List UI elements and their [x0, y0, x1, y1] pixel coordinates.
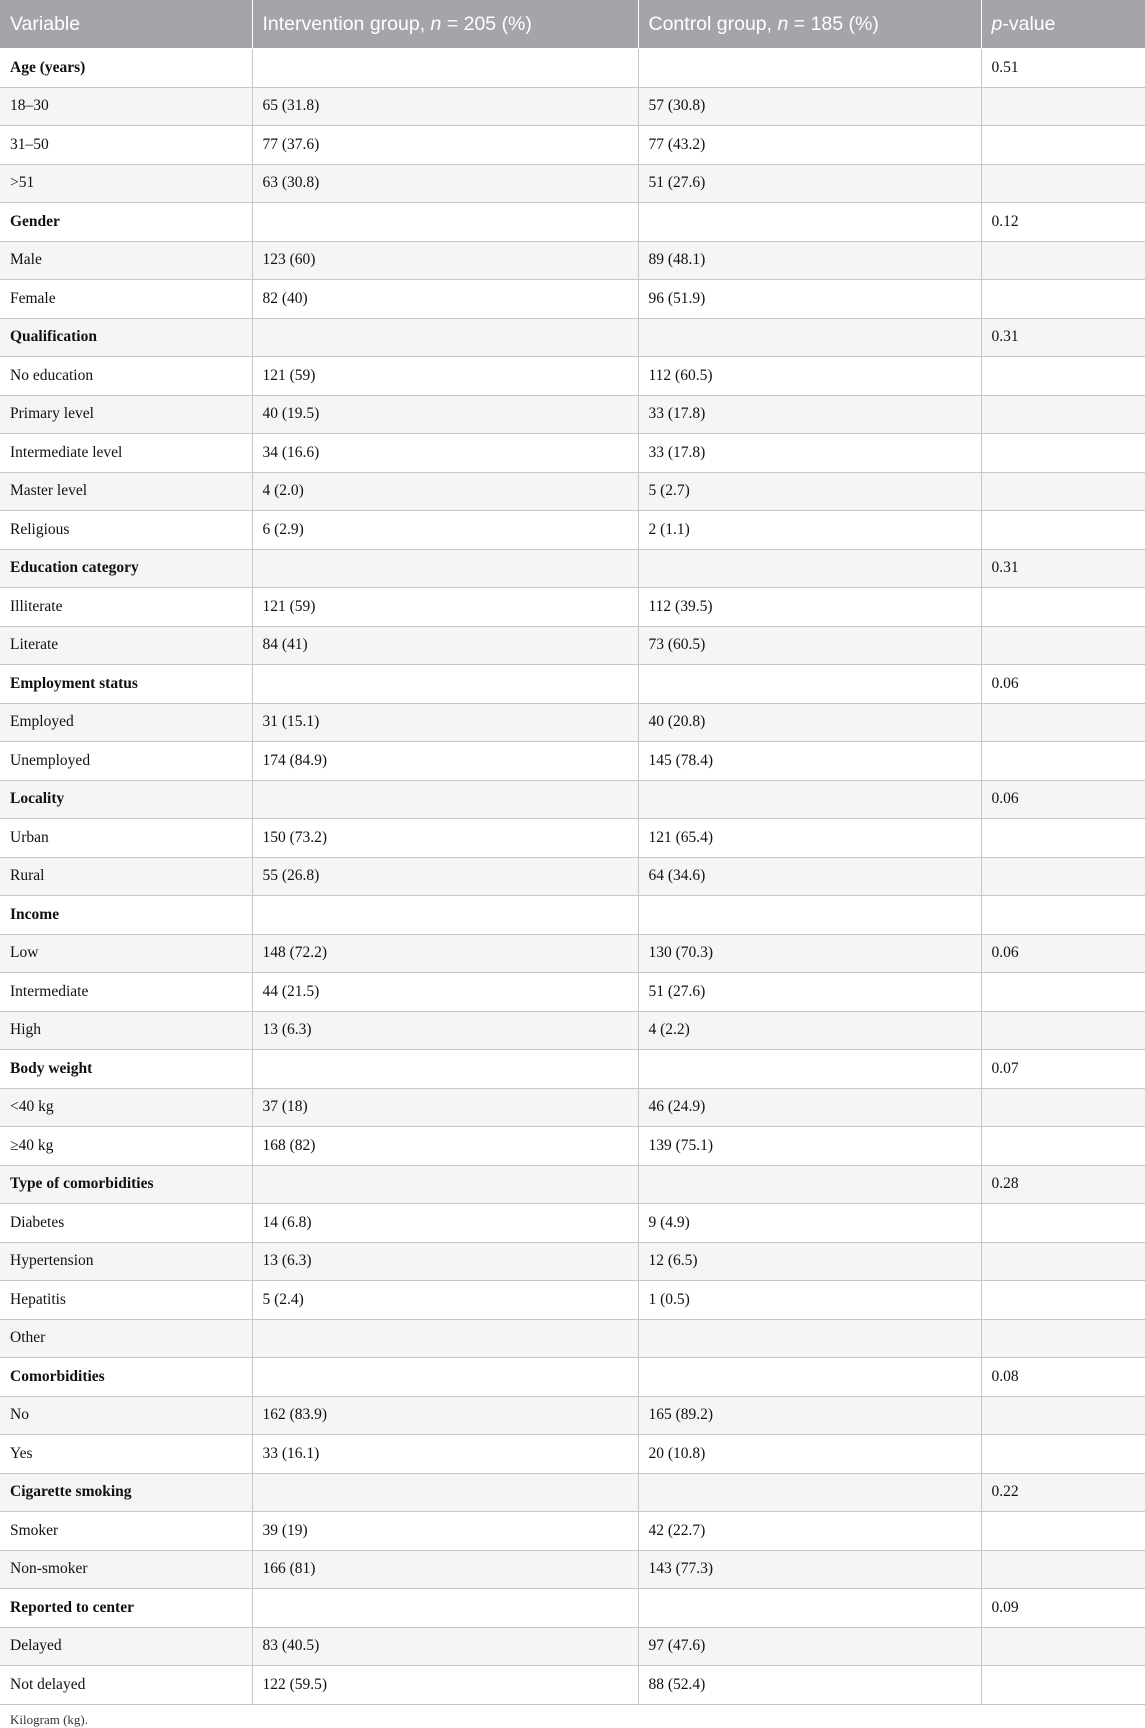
cell-variable: Income	[0, 896, 252, 935]
cell-control: 165 (89.2)	[638, 1396, 981, 1435]
cell-control: 130 (70.3)	[638, 934, 981, 973]
table-row	[0, 472, 1145, 511]
table-row	[0, 819, 1145, 858]
table-row	[0, 395, 1145, 434]
cell-control: 33 (17.8)	[638, 395, 981, 434]
cell-variable: Urban	[0, 819, 252, 858]
cell-control: 51 (27.6)	[638, 973, 981, 1012]
header-control-prefix: Control group,	[648, 12, 778, 35]
table-section-row	[0, 203, 1145, 242]
cell-control: 40 (20.8)	[638, 703, 981, 742]
table-row	[0, 1281, 1145, 1320]
cell-p-value	[981, 434, 1145, 473]
table-section-row	[0, 780, 1145, 819]
cell-variable: Diabetes	[0, 1204, 252, 1243]
cell-control: 5 (2.7)	[638, 472, 981, 511]
header-variable	[0, 0, 252, 49]
cell-p-value	[981, 1242, 1145, 1281]
cell-p-value	[981, 819, 1145, 858]
header-row	[0, 0, 1145, 49]
cell-variable: Rural	[0, 857, 252, 896]
header-intervention-n: n	[430, 12, 442, 35]
header-control-n: n	[777, 12, 789, 35]
cell-p-value	[981, 1011, 1145, 1050]
cell-intervention: 14 (6.8)	[252, 1204, 638, 1243]
cell-intervention	[252, 665, 638, 704]
cell-p-value	[981, 896, 1145, 935]
cell-control: 9 (4.9)	[638, 1204, 981, 1243]
cell-control: 2 (1.1)	[638, 511, 981, 550]
cell-variable: Low	[0, 934, 252, 973]
cell-intervention: 65 (31.8)	[252, 87, 638, 126]
cell-control: 73 (60.5)	[638, 626, 981, 665]
cell-intervention	[252, 1358, 638, 1397]
cell-p-value	[981, 1627, 1145, 1666]
cell-control: 12 (6.5)	[638, 1242, 981, 1281]
cell-p-value	[981, 1088, 1145, 1127]
header-p-suffix: -value	[1002, 12, 1056, 35]
cell-variable: Primary level	[0, 395, 252, 434]
cell-intervention: 5 (2.4)	[252, 1281, 638, 1320]
cell-control: 46 (24.9)	[638, 1088, 981, 1127]
cell-intervention	[252, 780, 638, 819]
cell-control: 112 (60.5)	[638, 357, 981, 396]
cell-intervention: 122 (59.5)	[252, 1666, 638, 1705]
header-p-value	[981, 0, 1145, 49]
cell-variable: Education category	[0, 549, 252, 588]
cell-p-value	[981, 1666, 1145, 1705]
table-section-row	[0, 549, 1145, 588]
cell-intervention: 44 (21.5)	[252, 973, 638, 1012]
cell-variable: Gender	[0, 203, 252, 242]
cell-variable: Cigarette smoking	[0, 1473, 252, 1512]
cell-intervention: 150 (73.2)	[252, 819, 638, 858]
cell-control: 4 (2.2)	[638, 1011, 981, 1050]
cell-variable: Intermediate level	[0, 434, 252, 473]
table-section-row	[0, 1473, 1145, 1512]
cell-intervention: 4 (2.0)	[252, 472, 638, 511]
cell-control	[638, 665, 981, 704]
cell-variable: Employment status	[0, 665, 252, 704]
cell-intervention	[252, 896, 638, 935]
cell-p-value	[981, 280, 1145, 319]
cell-p-value	[981, 588, 1145, 627]
cell-intervention: 121 (59)	[252, 357, 638, 396]
cell-intervention: 13 (6.3)	[252, 1011, 638, 1050]
cell-p-value: 0.06	[981, 665, 1145, 704]
table-row	[0, 1088, 1145, 1127]
cell-control: 112 (39.5)	[638, 588, 981, 627]
cell-variable: ≥40 kg	[0, 1127, 252, 1166]
cell-p-value: 0.51	[981, 49, 1145, 88]
cell-control: 139 (75.1)	[638, 1127, 981, 1166]
table-row	[0, 857, 1145, 896]
table-row	[0, 1512, 1145, 1551]
cell-intervention	[252, 549, 638, 588]
cell-p-value	[981, 1127, 1145, 1166]
cell-control	[638, 1165, 981, 1204]
cell-control: 20 (10.8)	[638, 1435, 981, 1474]
table-section-row	[0, 1050, 1145, 1089]
cell-variable: High	[0, 1011, 252, 1050]
cell-control: 77 (43.2)	[638, 126, 981, 165]
table-row	[0, 1011, 1145, 1050]
cell-p-value: 0.28	[981, 1165, 1145, 1204]
cell-control	[638, 49, 981, 88]
cell-intervention: 6 (2.9)	[252, 511, 638, 550]
cell-variable: Not delayed	[0, 1666, 252, 1705]
cell-intervention: 63 (30.8)	[252, 164, 638, 203]
cell-variable: Qualification	[0, 318, 252, 357]
cell-variable: Locality	[0, 780, 252, 819]
cell-intervention: 162 (83.9)	[252, 1396, 638, 1435]
table-row	[0, 1204, 1145, 1243]
cell-variable: Employed	[0, 703, 252, 742]
cell-p-value	[981, 1281, 1145, 1320]
cell-p-value: 0.08	[981, 1358, 1145, 1397]
table-row	[0, 1435, 1145, 1474]
table-section-row	[0, 665, 1145, 704]
cell-intervention: 40 (19.5)	[252, 395, 638, 434]
cell-variable: Age (years)	[0, 49, 252, 88]
cell-control	[638, 318, 981, 357]
cell-intervention: 166 (81)	[252, 1550, 638, 1589]
header-variable-label: Variable	[10, 12, 81, 35]
table-row	[0, 1319, 1145, 1358]
cell-control: 57 (30.8)	[638, 87, 981, 126]
table-section-row	[0, 896, 1145, 935]
cell-p-value	[981, 241, 1145, 280]
cell-variable: <40 kg	[0, 1088, 252, 1127]
cell-intervention	[252, 318, 638, 357]
cell-p-value	[981, 87, 1145, 126]
header-p-italic: p	[991, 12, 1003, 35]
header-control	[638, 0, 981, 49]
cell-variable: Hypertension	[0, 1242, 252, 1281]
cell-variable: Body weight	[0, 1050, 252, 1089]
cell-variable: Intermediate	[0, 973, 252, 1012]
cell-intervention: 39 (19)	[252, 1512, 638, 1551]
cell-intervention	[252, 1589, 638, 1628]
cell-variable: Type of comorbidities	[0, 1165, 252, 1204]
cell-p-value: 0.31	[981, 549, 1145, 588]
cell-intervention: 121 (59)	[252, 588, 638, 627]
cell-control: 51 (27.6)	[638, 164, 981, 203]
cell-variable: >51	[0, 164, 252, 203]
cell-control	[638, 549, 981, 588]
cell-variable: Illiterate	[0, 588, 252, 627]
cell-control: 88 (52.4)	[638, 1666, 981, 1705]
table-section-row	[0, 1165, 1145, 1204]
cell-intervention: 148 (72.2)	[252, 934, 638, 973]
cell-intervention: 31 (15.1)	[252, 703, 638, 742]
cell-control: 96 (51.9)	[638, 280, 981, 319]
cell-intervention	[252, 1050, 638, 1089]
cell-variable: Religious	[0, 511, 252, 550]
table-row	[0, 973, 1145, 1012]
cell-p-value: 0.07	[981, 1050, 1145, 1089]
cell-p-value	[981, 973, 1145, 1012]
table-row	[0, 87, 1145, 126]
table-row	[0, 511, 1145, 550]
cell-variable: Hepatitis	[0, 1281, 252, 1320]
cell-variable: No	[0, 1396, 252, 1435]
cell-variable: Male	[0, 241, 252, 280]
cell-control	[638, 203, 981, 242]
cell-variable: 31–50	[0, 126, 252, 165]
cell-control: 64 (34.6)	[638, 857, 981, 896]
cell-p-value	[981, 1319, 1145, 1358]
cell-variable: Smoker	[0, 1512, 252, 1551]
table-row	[0, 1242, 1145, 1281]
cell-intervention	[252, 49, 638, 88]
cell-p-value	[981, 1435, 1145, 1474]
table-row	[0, 934, 1145, 973]
cell-control: 1 (0.5)	[638, 1281, 981, 1320]
cell-intervention	[252, 1165, 638, 1204]
cell-variable: Master level	[0, 472, 252, 511]
table-section-row	[0, 1589, 1145, 1628]
header-control-suffix: = 185 (%)	[788, 12, 879, 35]
table-row	[0, 1627, 1145, 1666]
table-body	[0, 49, 1145, 1705]
table-row	[0, 434, 1145, 473]
cell-variable: Delayed	[0, 1627, 252, 1666]
cell-p-value	[981, 126, 1145, 165]
cell-p-value: 0.06	[981, 934, 1145, 973]
cell-p-value	[981, 1550, 1145, 1589]
table-section-row	[0, 318, 1145, 357]
cell-p-value	[981, 472, 1145, 511]
cell-intervention: 34 (16.6)	[252, 434, 638, 473]
cell-intervention: 174 (84.9)	[252, 742, 638, 781]
cell-variable: Comorbidities	[0, 1358, 252, 1397]
cell-variable: Other	[0, 1319, 252, 1358]
cell-control	[638, 896, 981, 935]
cell-variable: Unemployed	[0, 742, 252, 781]
table-header	[0, 0, 1145, 49]
cell-p-value	[981, 742, 1145, 781]
cell-intervention: 55 (26.8)	[252, 857, 638, 896]
cell-intervention: 84 (41)	[252, 626, 638, 665]
cell-p-value	[981, 357, 1145, 396]
cell-intervention: 123 (60)	[252, 241, 638, 280]
cell-p-value: 0.09	[981, 1589, 1145, 1628]
cell-variable: Literate	[0, 626, 252, 665]
cell-intervention	[252, 203, 638, 242]
table-row	[0, 241, 1145, 280]
cell-control: 121 (65.4)	[638, 819, 981, 858]
cell-control: 89 (48.1)	[638, 241, 981, 280]
table-row	[0, 742, 1145, 781]
cell-variable: 18–30	[0, 87, 252, 126]
cell-p-value	[981, 1396, 1145, 1435]
table-row	[0, 357, 1145, 396]
cell-control: 33 (17.8)	[638, 434, 981, 473]
table-row	[0, 588, 1145, 627]
table-row	[0, 1127, 1145, 1166]
table-row	[0, 1666, 1145, 1705]
cell-p-value	[981, 626, 1145, 665]
cell-variable: Female	[0, 280, 252, 319]
cell-control: 97 (47.6)	[638, 1627, 981, 1666]
cell-control: 42 (22.7)	[638, 1512, 981, 1551]
table-row	[0, 626, 1145, 665]
cell-p-value	[981, 511, 1145, 550]
cell-control	[638, 1473, 981, 1512]
table-row	[0, 164, 1145, 203]
table-row	[0, 703, 1145, 742]
cell-variable: No education	[0, 357, 252, 396]
cell-intervention	[252, 1473, 638, 1512]
cell-intervention: 77 (37.6)	[252, 126, 638, 165]
cell-control	[638, 1050, 981, 1089]
cell-intervention: 83 (40.5)	[252, 1627, 638, 1666]
table-footnote: Kilogram (kg).	[10, 1712, 88, 1727]
cell-control	[638, 780, 981, 819]
header-intervention-suffix: = 205 (%)	[441, 12, 532, 35]
cell-variable: Yes	[0, 1435, 252, 1474]
cell-p-value	[981, 1204, 1145, 1243]
cell-p-value	[981, 164, 1145, 203]
table-row	[0, 126, 1145, 165]
table-row	[0, 1396, 1145, 1435]
cell-variable: Non-smoker	[0, 1550, 252, 1589]
header-intervention	[252, 0, 638, 49]
table-section-row	[0, 49, 1145, 88]
cell-p-value	[981, 395, 1145, 434]
cell-intervention: 168 (82)	[252, 1127, 638, 1166]
cell-p-value	[981, 857, 1145, 896]
cell-variable: Reported to center	[0, 1589, 252, 1628]
cell-intervention: 37 (18)	[252, 1088, 638, 1127]
header-intervention-prefix: Intervention group,	[262, 12, 431, 35]
cell-intervention: 82 (40)	[252, 280, 638, 319]
table-row	[0, 1550, 1145, 1589]
cell-control	[638, 1319, 981, 1358]
table-row	[0, 280, 1145, 319]
cell-p-value	[981, 703, 1145, 742]
table-section-row	[0, 1358, 1145, 1397]
cell-intervention: 33 (16.1)	[252, 1435, 638, 1474]
cell-p-value	[981, 1512, 1145, 1551]
cell-control	[638, 1358, 981, 1397]
cell-p-value: 0.22	[981, 1473, 1145, 1512]
cell-control	[638, 1589, 981, 1628]
cell-p-value: 0.31	[981, 318, 1145, 357]
cell-intervention: 13 (6.3)	[252, 1242, 638, 1281]
cell-p-value: 0.06	[981, 780, 1145, 819]
cell-control: 143 (77.3)	[638, 1550, 981, 1589]
cell-p-value: 0.12	[981, 203, 1145, 242]
cell-intervention	[252, 1319, 638, 1358]
cell-control: 145 (78.4)	[638, 742, 981, 781]
